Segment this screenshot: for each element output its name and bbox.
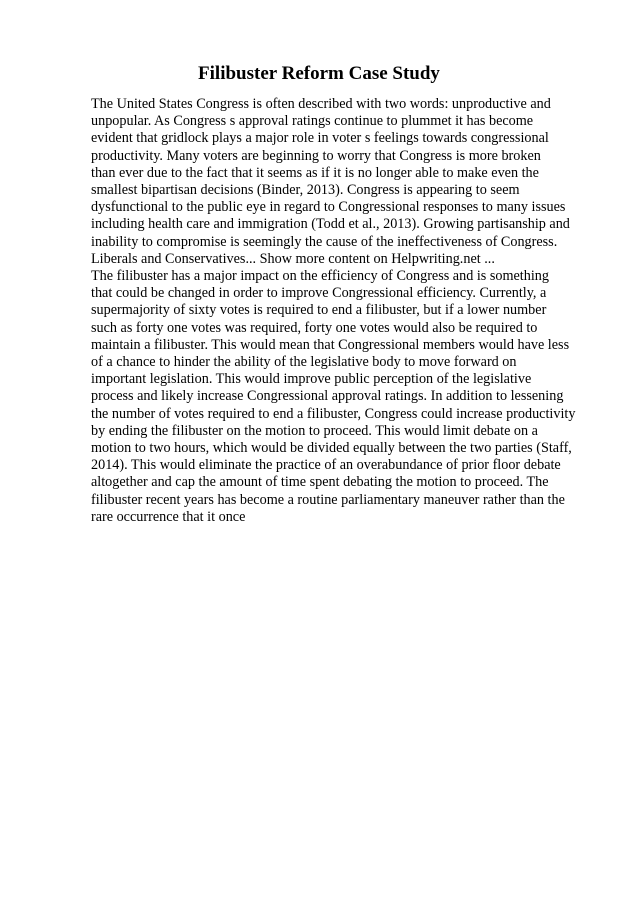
document-title: Filibuster Reform Case Study [198, 63, 440, 84]
body-line: smallest bipartisan decisions (Binder, 2013). Congress is appearing to seem [91, 182, 520, 199]
body-line: evident that gridlock plays a major role in voter s feelings towards congressional [91, 130, 549, 147]
body-line: the number of votes required to end a filibuster, Congress could increase productivity [91, 405, 576, 422]
body-line: supermajority of sixty votes is required to end a filibuster, but if a lower number [91, 302, 547, 319]
body-line: such as forty one votes was required, forty one votes would also be required to [91, 319, 538, 336]
body-line: that could be changed in order to improve Congressional efficiency. Currently, a [91, 285, 547, 302]
body-line: maintain a filibuster. This would mean that Congressional members would have less [91, 336, 570, 353]
body-line: The United States Congress is often described with two words: unproductive and [91, 96, 551, 112]
body-line: of a chance to hinder the ability of the legislative body to move forward on [91, 354, 517, 371]
body-line: process and likely increase Congressional approval ratings. In addition to lessening [91, 388, 564, 405]
body-line: productivity. Many voters are beginning to worry that Congress is more broken [91, 147, 541, 164]
body-line: altogether and cap the amount of time spent debating the motion to proceed. The [91, 474, 549, 491]
body-line: dysfunctional to the public eye in regard to Congressional responses to many issues [91, 199, 566, 216]
body-line: by ending the filibuster on the motion to proceed. This would limit debate on a [91, 422, 538, 439]
body-line: including health care and immigration (Todd et al., 2013). Growing partisanship and [91, 216, 570, 233]
body-line: than ever due to the fact that it seems as if it is no longer able to make even the [91, 164, 539, 181]
body-line: important legislation. This would improve public perception of the legislative [91, 371, 532, 388]
show-more-line: Liberals and Conservatives... Show more content on Helpwriting.net ... [91, 250, 495, 267]
body-line: 2014). This would eliminate the practice of an overabundance of prior floor debate [91, 457, 561, 474]
body-line: rare occurrence that it once [91, 508, 246, 525]
body-line: unpopular. As Congress s approval ratings continue to plummet it has become [91, 113, 534, 130]
body-line: filibuster recent years has become a routine parliamentary maneuver rather than the [91, 491, 565, 508]
document-body [91, 96, 601, 526]
body-line: motion to two hours, which would be divided equally between the two parties (Staff, [91, 440, 572, 457]
body-line: inability to compromise is seemingly the cause of the ineffectiveness of Congress. [91, 233, 558, 250]
body-line: The filibuster has a major impact on the efficiency of Congress and is something [91, 268, 549, 285]
